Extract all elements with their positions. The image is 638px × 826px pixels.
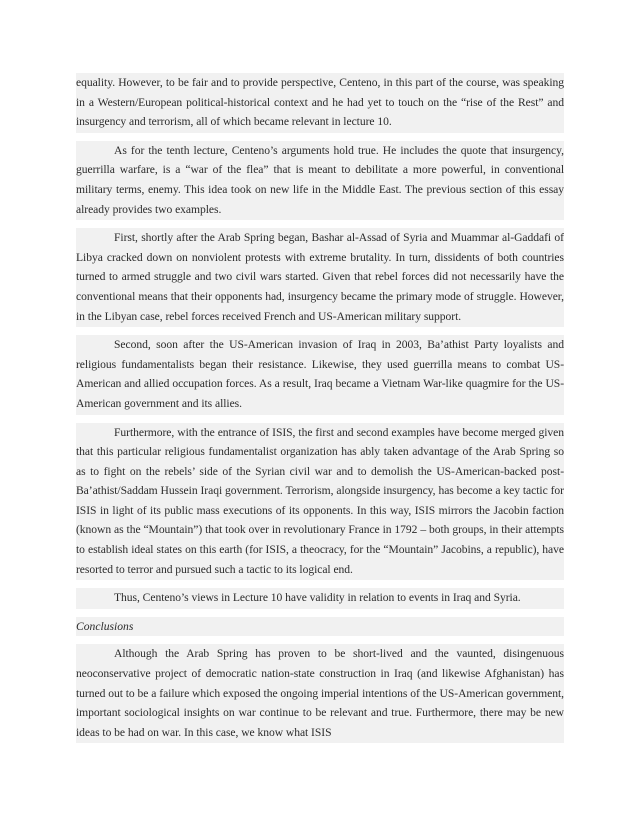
paragraph-first-example: First, shortly after the Arab Spring began, Bashar al-Assad of Syria and Muammar al-Gaddafi of Libya cracked down on nonviolent protests with extreme brutality. In turn, dissidents of both countries turned to armed struggle and two civil wars started. Given that rebel forces did not necessarily have the conventional means that their opponents had, insurgency became the primary mode of struggle. However, in the Libyan case, rebel forces received French and US-American military support. xyxy=(76,228,564,327)
document-body xyxy=(76,73,564,751)
paragraph-isis: Furthermore, with the entrance of ISIS, the first and second examples have become merged given that this particular religious fundamentalist organization has ably taken advantage of the Arab Spring so as to fight on the rebels’ side of the Syrian civil war and to demolish the US-American-backed post-Ba’athist/Saddam Hussein Iraqi government. Terrorism, alongside insurgency, has become a key tactic for ISIS in light of its public mass executions of its opponents. In this way, ISIS mirrors the Jacobin faction (known as the “Mountain”) that took over in revolutionary France in 1792 – both groups, in their attempts to establish ideal states on this earth (for ISIS, a theocracy, for the “Mountain” Jacobins, a republic), have resorted to terror and pursued such a tactic to its logical end. xyxy=(76,423,564,581)
paragraph-second-example: Second, soon after the US-American invasion of Iraq in 2003, Ba’athist Party loyalists and religious fundamentalists began their resistance. Likewise, they used guerrilla means to combat US-American and allied occupation forces. As a result, Iraq became a Vietnam War-like quagmire for the US-American government and its allies. xyxy=(76,335,564,414)
paragraph-tenth-lecture: As for the tenth lecture, Centeno’s arguments hold true. He includes the quote that insurgency, guerrilla warfare, is a “war of the flea” that is meant to debilitate a more powerful, in conventional military terms, enemy. This idea took on new life in the Middle East. The previous section of this essay already provides two examples. xyxy=(76,141,564,220)
conclusions-heading: Conclusions xyxy=(76,617,564,637)
paragraph-thus: Thus, Centeno’s views in Lecture 10 have validity in relation to events in Iraq and Syria. xyxy=(76,588,564,609)
paragraph-equality: equality. However, to be fair and to provide perspective, Centeno, in this part of the course, was speaking in a Western/European political-historical context and he had yet to touch on the “rise of the Rest” and insurgency and terrorism, all of which became relevant in lecture 10. xyxy=(76,73,564,133)
paragraph-conclusion: Although the Arab Spring has proven to be short-lived and the vaunted, disingenuous neoconservative project of democratic nation-state construction in Iraq (and likewise Afghanistan) has turned out to be a failure which exposed the ongoing imperial intentions of the US-American government, important sociological insights on war continue to be relevant and true. Furthermore, there may be new ideas to be had on war. In this case, we know what ISIS xyxy=(76,644,564,743)
